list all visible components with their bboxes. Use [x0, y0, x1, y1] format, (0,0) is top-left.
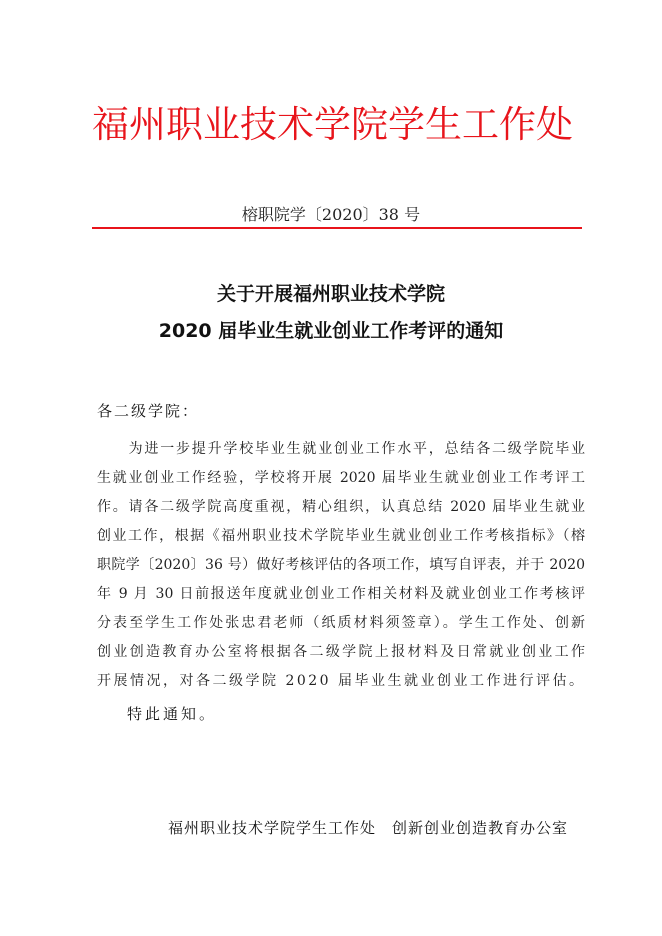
body-line: 创业创造教育办公室将根据各二级学院上报材料及日常就业创业工作: [97, 644, 585, 660]
salutation: 各二级学院：: [97, 402, 200, 420]
notice-title-line-1: 关于开展福州职业技术学院: [216, 283, 445, 305]
body-line: 创业工作，根据《福州职业技术学院毕业生就业创业工作考核指标》（榕: [97, 528, 585, 544]
signature-issuers: 福州职业技术学院学生工作处 创新创业创造教育办公室: [168, 819, 569, 837]
body-line: 为进一步提升学校毕业生就业创业工作水平，总结各二级学院毕业: [97, 441, 585, 457]
notice-title-line-2: 2020 届毕业生就业创业工作考评的通知: [158, 320, 504, 342]
body-line: 作。请各二级学院高度重视，精心组织，认真总结 2020 届毕业生就业: [97, 499, 585, 515]
issuing-organization-header: 福州职业技术学院学生工作处: [92, 103, 573, 146]
document-number: 榕职院学〔2020〕38 号: [241, 205, 421, 224]
body-line: 分表至学生工作处张忠君老师（纸质材料须签章）。学生工作处、创新: [97, 615, 585, 631]
red-divider-line: [92, 227, 582, 229]
body-line: 开展情况，对各二级学院 2020 届毕业生就业创业工作进行评估。: [97, 673, 586, 689]
body-line: 生就业创业工作经验，学校将开展 2020 届毕业生就业创业工作考评工: [97, 470, 585, 486]
body-line: 年 9 月 30 日前报送年度就业创业工作相关材料及就业创业工作考核评: [97, 586, 585, 602]
closing-remark: 特此通知。: [127, 705, 218, 723]
body-line: 职院学〔2020〕36 号）做好考核评估的各项工作，填写自评表，并于 2020: [97, 557, 585, 573]
